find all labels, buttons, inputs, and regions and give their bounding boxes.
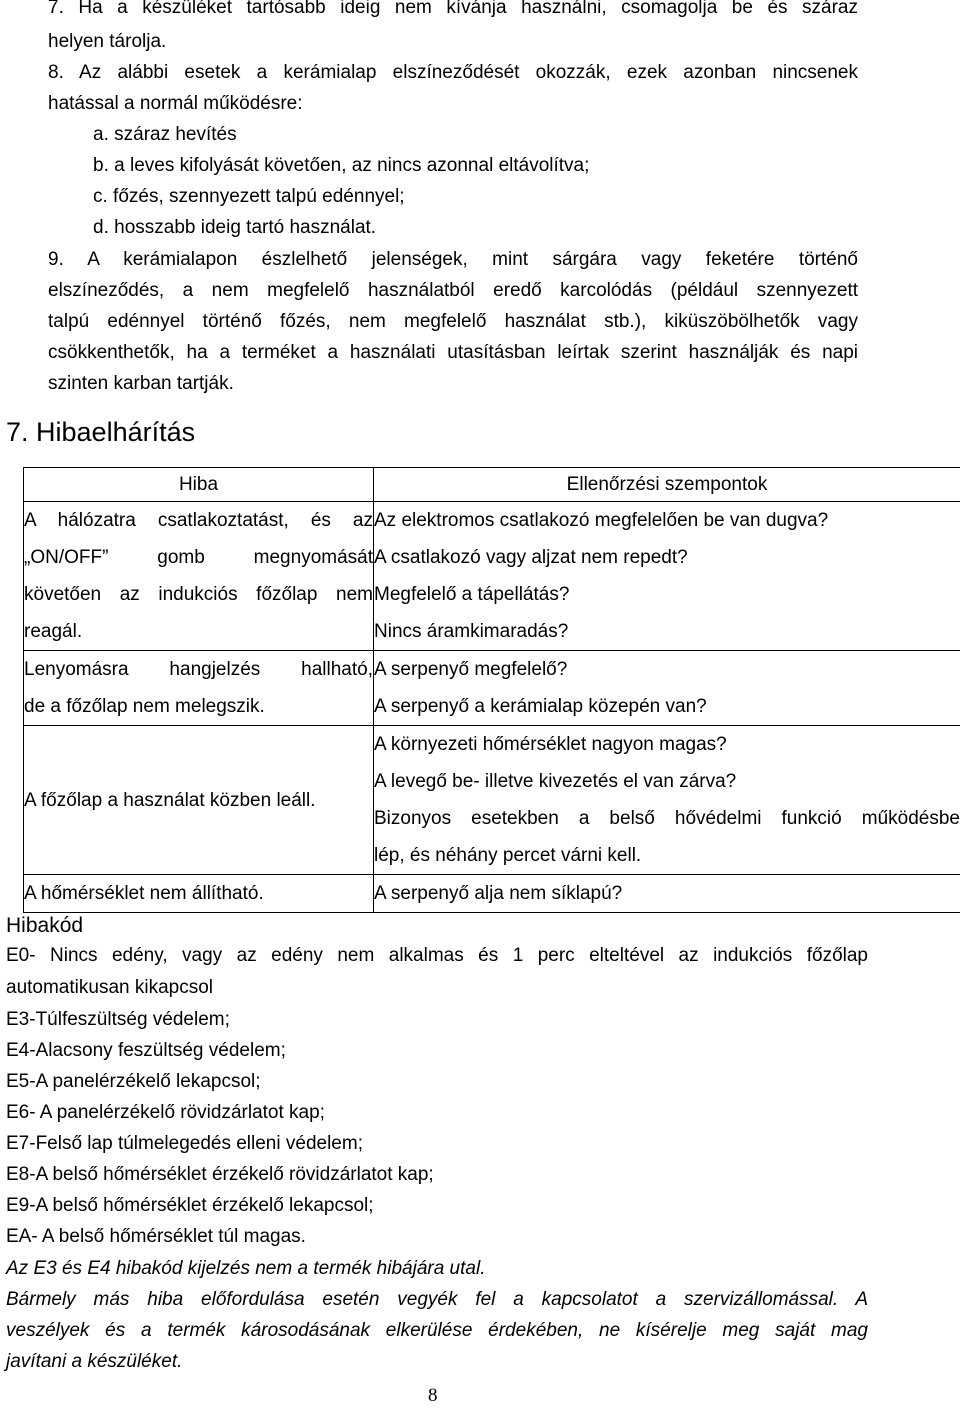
fault-line: A főzőlap a használat közben leáll. bbox=[24, 789, 316, 811]
item9-line: talpú edénnyel történő főzés, nem megfelelő használat stb.), kiküszöbölhetők vagy bbox=[48, 311, 858, 332]
check-line: A serpenyő megfelelő? bbox=[374, 659, 568, 680]
sub-item-c: c. főzés, szennyezett talpú edénnyel; bbox=[93, 186, 405, 207]
check-line: Nincs áramkimaradás? bbox=[374, 621, 569, 642]
table-header-row bbox=[24, 468, 960, 502]
check-line: Megfelelő a tápellátás? bbox=[374, 584, 570, 605]
check-line: A serpenyő alja nem síklapú? bbox=[374, 883, 623, 904]
item7-line1: 7. Ha a készüléket tartósabb ideig nem kívánja használni, csomagolja be és száraz bbox=[48, 0, 858, 18]
check-cell bbox=[374, 502, 960, 651]
fault-line: A hőmérséklet nem állítható. bbox=[24, 883, 264, 904]
check-cell bbox=[374, 651, 960, 726]
fault-line: reagál. bbox=[24, 621, 83, 642]
page-number: 8 bbox=[428, 1385, 438, 1406]
troubleshooting-table bbox=[23, 467, 960, 913]
table-row bbox=[24, 875, 960, 913]
note-service-line3: javítani a készüléket. bbox=[6, 1351, 183, 1372]
code-e0-line2: automatikusan kikapcsol bbox=[6, 977, 213, 998]
codes-title: Hibakód bbox=[6, 914, 84, 937]
check-line: A csatlakozó vagy aljzat nem repedt? bbox=[374, 547, 688, 568]
item8-line2: hatással a normál működésre: bbox=[48, 93, 303, 114]
item9-line: szinten karban tartják. bbox=[48, 373, 234, 394]
note-service-line1: Bármely más hiba előfordulása esetén vegyék fel a kapcsolatot a szervizállomással. A bbox=[6, 1289, 868, 1310]
check-cell bbox=[374, 726, 960, 875]
check-line: Bizonyos esetekben a belső hővédelmi funkció működésbe bbox=[374, 808, 960, 829]
code-e4: E4-Alacsony feszültség védelem; bbox=[6, 1040, 286, 1061]
fault-cell bbox=[24, 726, 374, 875]
sub-item-a: a. száraz hevítés bbox=[93, 124, 237, 145]
note-service-line2: veszélyek és a termék károsodásának elkerülése érdekében, ne kísérelje meg saját mag bbox=[6, 1320, 868, 1341]
check-line: A serpenyő a kerámialap közepén van? bbox=[374, 696, 707, 717]
note-e3-e4: Az E3 és E4 hibakód kijelzés nem a termék hibájára utal. bbox=[6, 1258, 486, 1279]
sub-item-d: d. hosszabb ideig tartó használat. bbox=[93, 217, 377, 238]
fault-line: de a főzőlap nem melegszik. bbox=[24, 696, 265, 717]
fault-cell bbox=[24, 875, 374, 913]
code-e6: E6- A panelérzékelő rövidzárlatot kap; bbox=[6, 1102, 325, 1123]
check-line: lép, és néhány percet várni kell. bbox=[374, 845, 642, 866]
code-e5: E5-A panelérzékelő lekapcsol; bbox=[6, 1071, 261, 1092]
fault-line: Lenyomásra hangjelzés hallható, bbox=[24, 659, 373, 680]
table-row bbox=[24, 726, 960, 875]
fault-line: A hálózatra csatlakoztatást, és az bbox=[24, 510, 373, 531]
sub-item-b: b. a leves kifolyását követően, az nincs azonnal eltávolítva; bbox=[93, 155, 590, 176]
item9-line: csökkenthetők, ha a terméket a használati utasításban leírtak szerint használják és napi bbox=[48, 342, 858, 363]
check-line: Az elektromos csatlakozó megfelelően be van dugva? bbox=[374, 510, 829, 531]
header-hiba: Hiba bbox=[24, 468, 374, 502]
fault-cell bbox=[24, 651, 374, 726]
fault-line: követően az indukciós főzőlap nem bbox=[24, 584, 373, 605]
code-e8: E8-A belső hőmérséklet érzékelő rövidzárlatot kap; bbox=[6, 1164, 434, 1185]
code-e3: E3-Túlfeszültség védelem; bbox=[6, 1009, 230, 1030]
code-ea: EA- A belső hőmérséklet túl magas. bbox=[6, 1226, 306, 1247]
code-e7: E7-Felső lap túlmelegedés elleni védelem; bbox=[6, 1133, 363, 1154]
fault-cell bbox=[24, 502, 374, 651]
check-cell bbox=[374, 875, 960, 913]
item7-line2: helyen tárolja. bbox=[48, 31, 167, 52]
table-row bbox=[24, 651, 960, 726]
code-e0-line1: E0- Nincs edény, vagy az edény nem alkalmas és 1 perc elteltével az indukciós főzőlap bbox=[6, 945, 868, 966]
item9-line: 9. A kerámialapon észlelhető jelenségek, mint sárgára vagy feketére történő bbox=[48, 249, 858, 270]
table-row bbox=[24, 502, 960, 651]
item9-line: elszíneződés, a nem megfelelő használatból eredő karcolódás (például szennyezett bbox=[48, 280, 858, 301]
header-check: Ellenőrzési szempontok bbox=[374, 468, 960, 502]
section-title: 7. Hibaelhárítás bbox=[6, 417, 196, 447]
fault-line: „ON/OFF” gomb megnyomását bbox=[24, 547, 373, 568]
code-e9: E9-A belső hőmérséklet érzékelő lekapcsol; bbox=[6, 1195, 374, 1216]
item8-line1: 8. Az alábbi esetek a kerámialap elszíneződését okozzák, ezek azonban nincsenek bbox=[48, 62, 858, 83]
check-line: A levegő be- illetve kivezetés el van zárva? bbox=[374, 771, 737, 792]
check-line: A környezeti hőmérséklet nagyon magas? bbox=[374, 734, 727, 755]
